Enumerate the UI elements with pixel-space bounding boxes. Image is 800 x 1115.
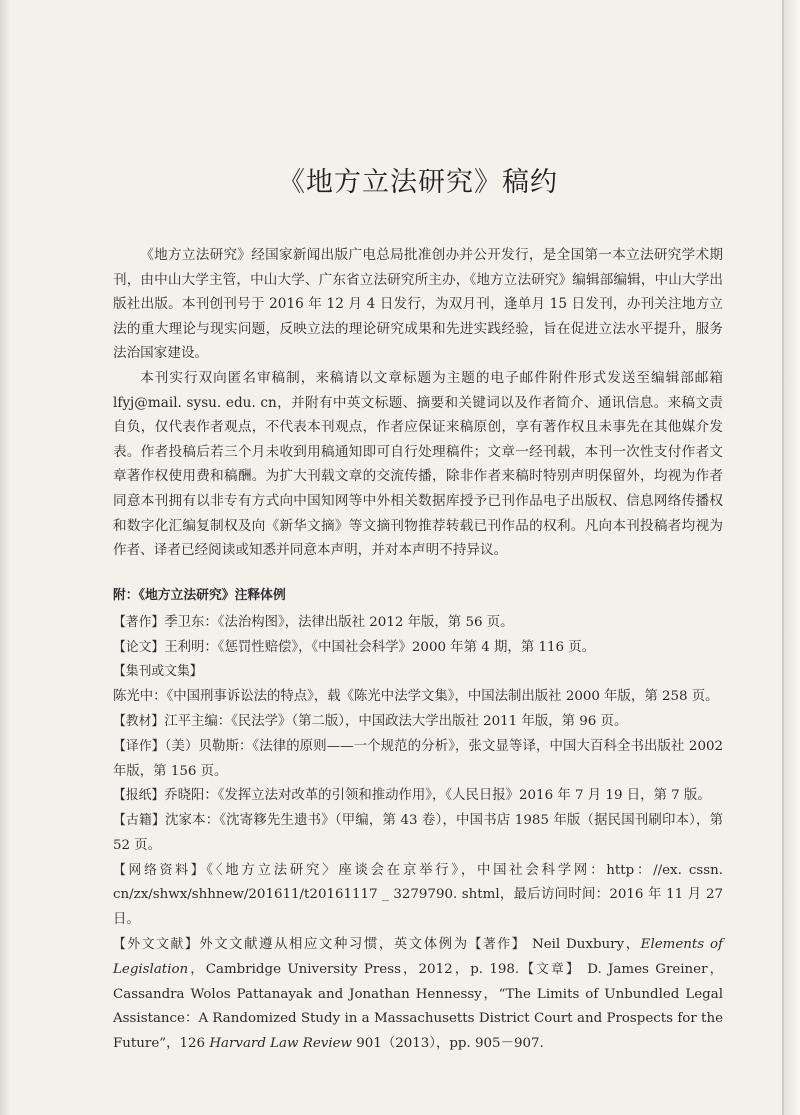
entry-label: 【古籍】 bbox=[113, 813, 165, 829]
entry-label: 【报纸】 bbox=[113, 788, 165, 804]
entry-label: 【集刊或文集】 bbox=[113, 664, 203, 680]
entry-label: 【著作】 bbox=[113, 614, 165, 630]
entry-label: 【译作】 bbox=[113, 738, 165, 754]
entry-italic-title: Harvard Law Review bbox=[209, 1036, 352, 1052]
entry-text: ，Cambridge University Press，2012，p. 198. bbox=[188, 961, 520, 977]
entry-text: D. James Greiner，Cassandra Wolos Pattanayak and Jonathan Hennessy，“The Limits of Unbundled Legal Assistance：A Randomized Study in a Massachusetts District Court and Prospects for the Future”，126 bbox=[113, 961, 723, 1052]
entry-text: 王利明：《惩罚性赔偿》，《中国社会科学》2000 年第 4 期，第 116 页。 bbox=[164, 639, 596, 655]
scan-edge-right bbox=[784, 0, 800, 1115]
entry-text: 外文文献遵从相应文种习惯，英文体例为 bbox=[199, 937, 469, 953]
citation-entry-foreign bbox=[113, 933, 723, 1057]
document-page bbox=[113, 160, 723, 1057]
entry-label: 【论文】 bbox=[113, 639, 165, 655]
citation-entry-newspaper bbox=[113, 784, 723, 809]
appendix-title: 附：《地方立法研究》注释体例 bbox=[113, 587, 286, 603]
entry-italic-title: Elements of Legislation bbox=[113, 937, 724, 977]
entry-label: 【网络资料】 bbox=[113, 862, 207, 878]
intro-paragraph: 《地方立法研究》经国家新闻出版广电总局批准创办并公开发行，是全国第一本立法研究学术期刊，由中山大学主管，中山大学、广东省立法研究所主办，《地方立法研究》编辑部编辑，中山大学出版社出版。本刊创刊号于 2016 年 12 月 4 日发行，为双月刊，逢单月 15 日发刊，办刊关注地方立法的重大理论与现实问题，反映立法的理论研究成果和先进实践经验，旨在促进立法水平提升，服务法治国家建设。 bbox=[113, 247, 723, 362]
page-title: 《地方立法研究》稿约 bbox=[278, 167, 558, 198]
entry-text: 乔晓阳：《发挥立法对改革的引领和推动作用》，《人民日报》2016 年 7 月 19 日，第 7 版。 bbox=[164, 788, 711, 804]
entry-text: Neil Duxbury， bbox=[526, 937, 641, 953]
citation-entry-book bbox=[113, 611, 723, 636]
entry-text: 901（2013），pp. 905－907. bbox=[352, 1036, 544, 1052]
citation-entry-collection bbox=[113, 685, 723, 710]
scan-edge-left bbox=[0, 0, 10, 1115]
entry-text: 季卫东：《法治构图》，法律出版社 2012 年版，第 56 页。 bbox=[164, 614, 514, 630]
entry-text: 《〈地方立法研究〉座谈会在京举行》，中国社会科学网：http：//ex. cssn. cn/zx/shwx/shhnew/201611/t20161117 _ 3279790. shtml，最后访问时间：2016 年 11 月 27 日。 bbox=[113, 862, 723, 928]
submission-paragraph: 本刊实行双向匿名审稿制，来稿请以文章标题为主题的电子邮件附件形式发送至编辑部邮箱 lfyj@mail. sysu. edu. cn，并附有中英文标题、摘要和关键词以及作者简介、通讯信息。来稿文责自负，仅代表作者观点，不代表本刊观点，作者应保证来稿原创，享有著作权且未事先在其他媒介发表。作者投稿后若三个月未收到用稿通知即可自行处理稿件；文章一经刊载，本刊一次性支付作者文章著作权使用费和稿酬。为扩大刊载文章的交流传播，除非作者来稿时特别声明保留外，均视为作者同意本刊拥有以非专有方式向中国知网等中外相关数据库授予已刊作品电子出版权、信息网络传播权和数字化汇编复制权及向《新华文摘》等文摘刊物推荐转载已刊作品的权利。凡向本刊投稿者均视为作者、译者已经阅读或知悉并同意本声明，并对本声明不持异议。 bbox=[113, 369, 723, 559]
entry-label: 【教材】 bbox=[113, 713, 165, 729]
entry-text: 陈光中：《中国刑事诉讼法的特点》，载《陈光中法学文集》，中国法制出版社 2000 年版，第 258 页。 bbox=[113, 689, 719, 705]
citation-entry-online bbox=[113, 859, 723, 933]
entry-label: 【外文文献】 bbox=[113, 937, 200, 953]
entry-sublabel: 【著作】 bbox=[468, 937, 527, 953]
citation-entry-textbook bbox=[113, 710, 723, 735]
entry-sublabel: 【文章】 bbox=[519, 961, 581, 977]
citation-appendix bbox=[113, 585, 723, 1057]
entry-text: （美）贝勒斯：《法律的原则——一个规范的分析》，张文显等译，中国大百科全书出版社 2002 年版，第 156 页。 bbox=[113, 738, 724, 779]
citation-entry-translation bbox=[113, 735, 723, 785]
citation-entry-ancient bbox=[113, 809, 723, 859]
citation-entry-paper bbox=[113, 636, 723, 661]
citation-entry-collection-heading bbox=[113, 660, 723, 685]
entry-text: 沈家本：《沈寄簃先生遗书》（甲编，第 43 卷），中国书店 1985 年版（据民国刊刷印本），第 52 页。 bbox=[113, 813, 724, 853]
entry-text: 江平主编：《民法学》（第二版），中国政法大学出版社 2011 年版，第 96 页。 bbox=[164, 713, 628, 729]
